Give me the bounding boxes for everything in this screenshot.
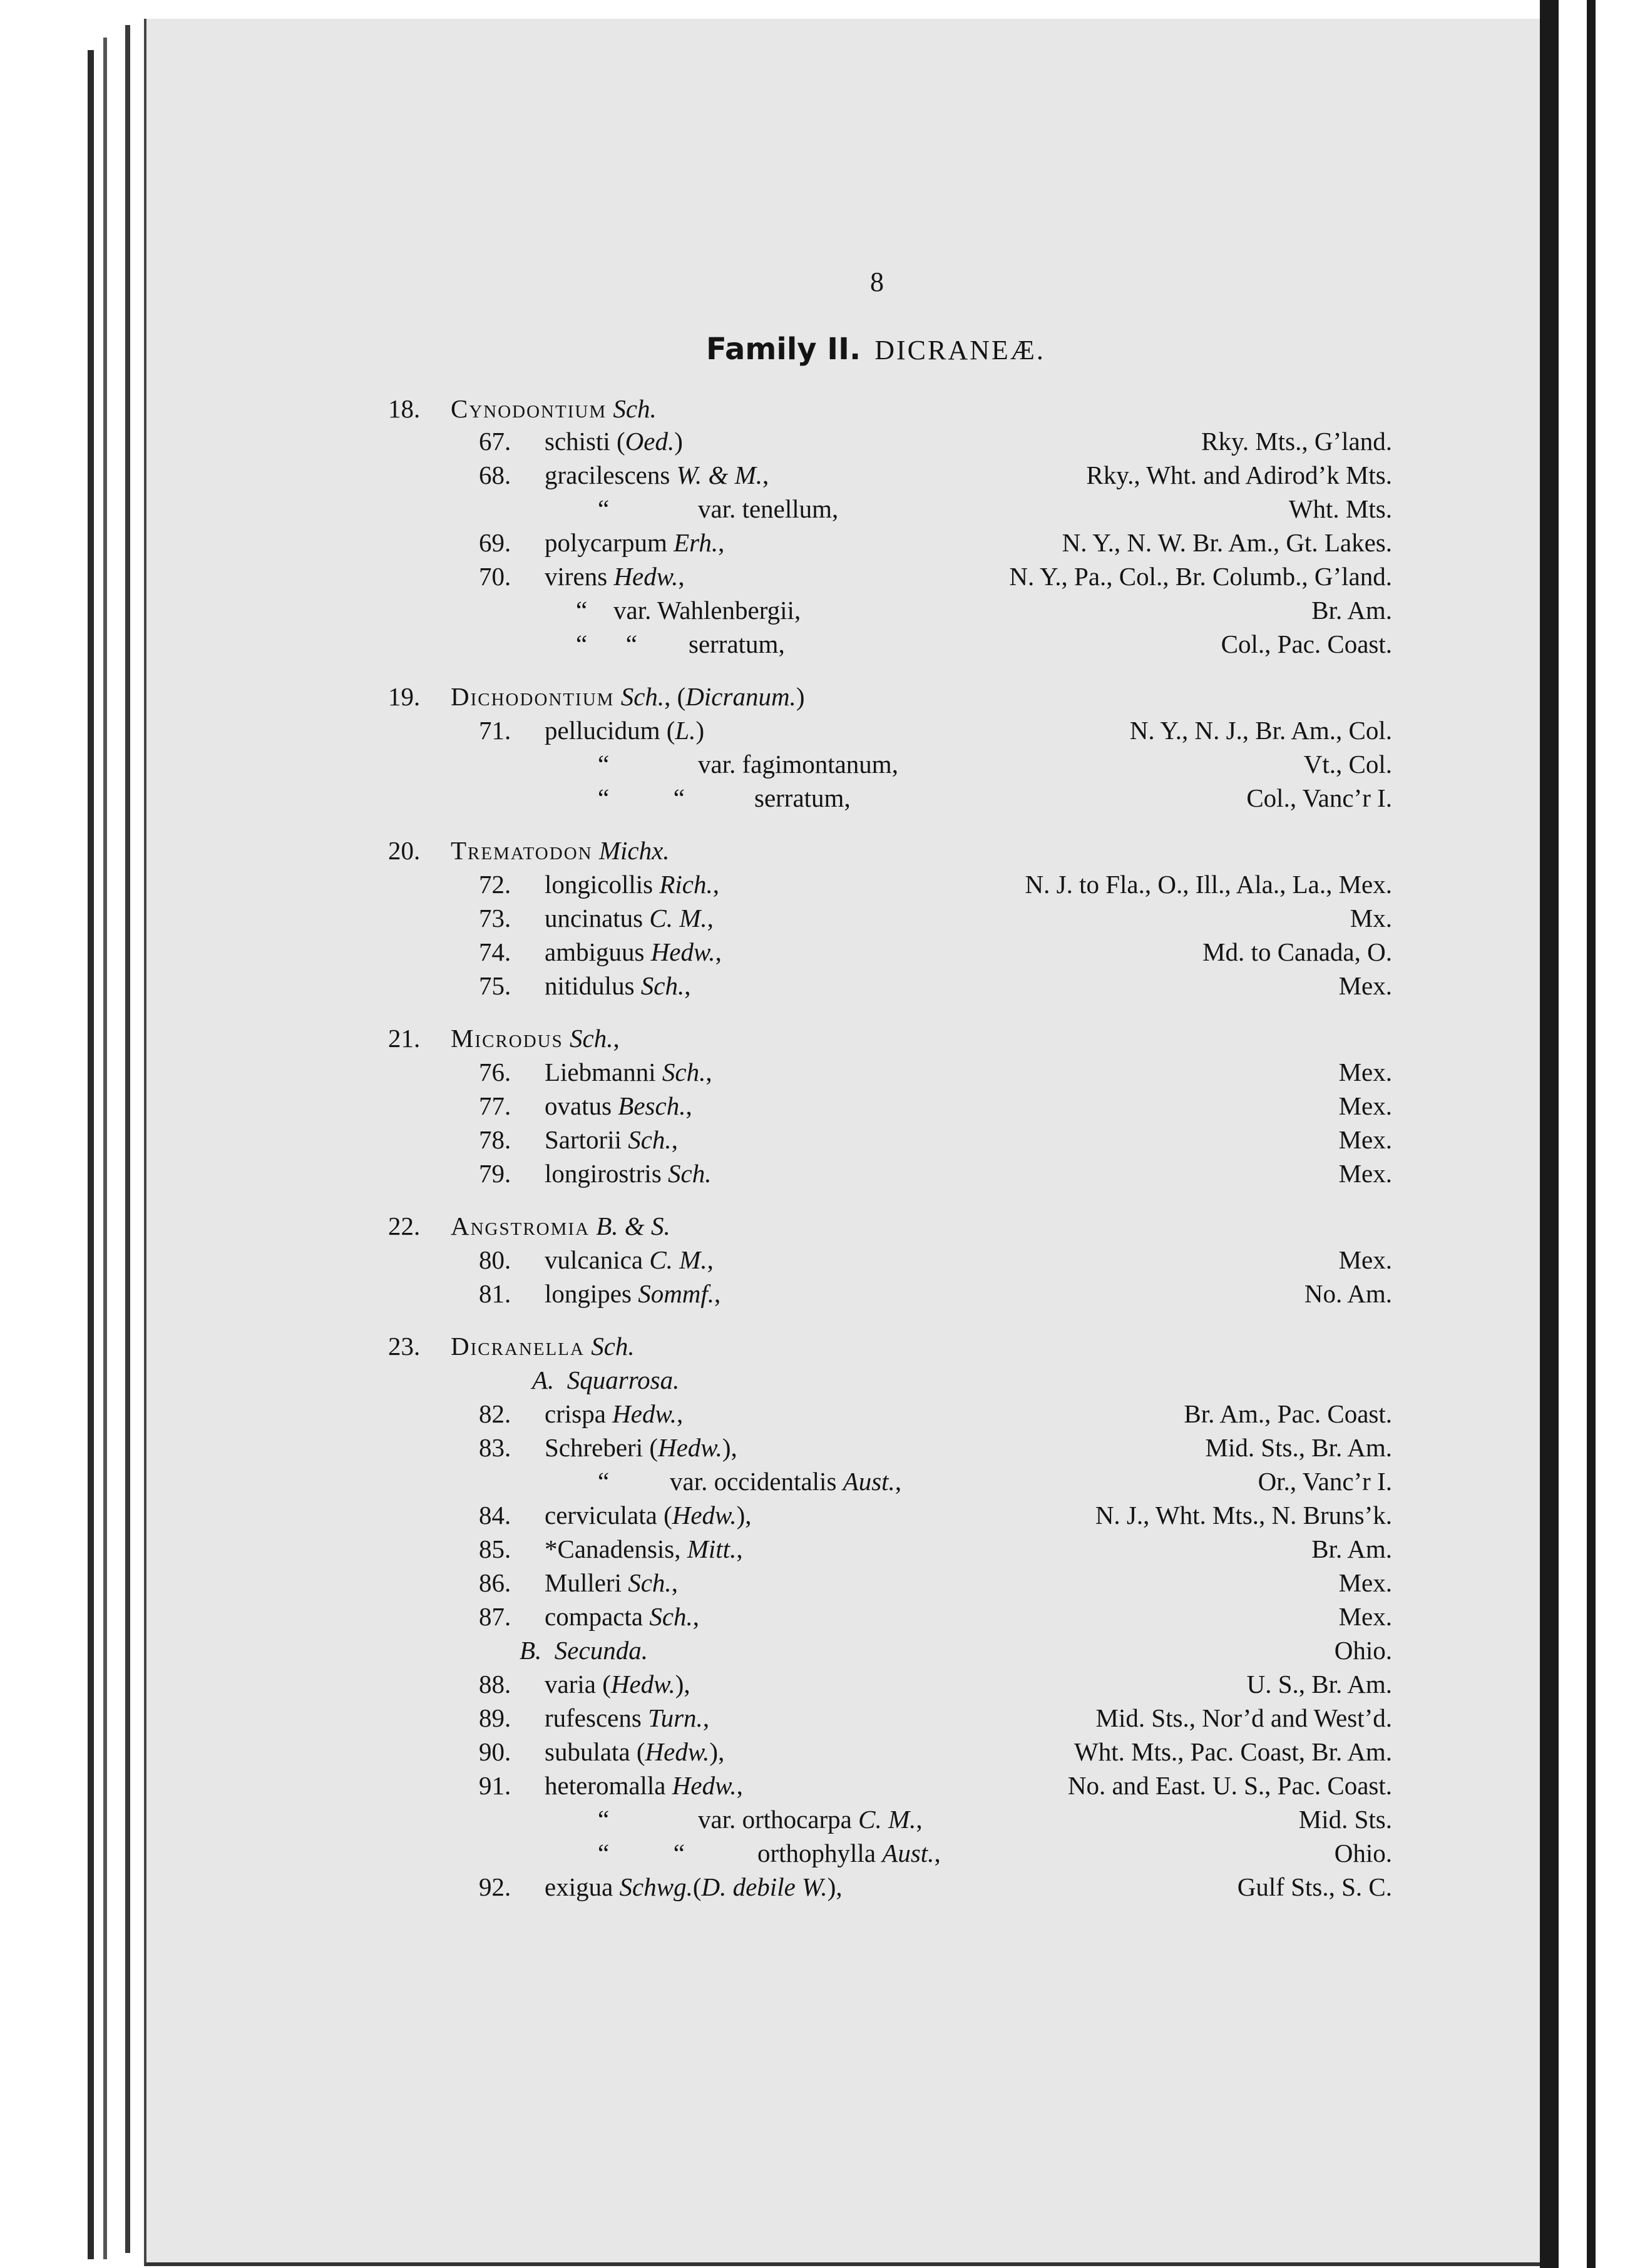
species-number: 88. [479,1670,511,1698]
taxon-authority: Hedw. [658,1433,722,1462]
taxon-authority: Hedw. [650,937,715,966]
variety-row [0,593,1392,628]
taxon-text: heteromalla [545,1771,672,1800]
locality: Ohio. [1334,1636,1392,1665]
species-number: 77. [479,1091,511,1120]
taxon-text: cerviculata ( [545,1501,672,1530]
variety-row [0,780,1392,815]
species-row [0,1734,1392,1769]
genus-punct: , [613,1024,620,1053]
locality: Md. to Canada, O. [1202,937,1392,966]
species-row [0,424,1392,459]
genus-name [451,391,657,426]
taxon-authority: Sch. [668,1159,712,1188]
genus-authority: Sch. [563,1024,613,1053]
genus-authority: Sch. [614,682,665,711]
taxon-punct: ( [692,1872,702,1901]
species-row [0,1088,1392,1123]
species-name [545,1396,683,1431]
taxon-text: varia ( [545,1670,611,1698]
variety-row [0,747,1392,782]
taxon-text: longipes [545,1279,638,1308]
species-name [545,1565,678,1600]
species-row [0,1430,1392,1465]
locality: U. S., Br. Am. [1246,1670,1392,1698]
taxon-text: compacta [545,1602,650,1631]
taxon-authority: Hedw. [612,1399,677,1428]
locality: N. Y., Pa., Col., Br. Columb., G’land. [1009,562,1392,591]
variety-name [698,1802,923,1837]
genus-row [0,391,1392,426]
species-number: 69. [479,528,511,557]
species-name [545,1122,678,1157]
species-name [545,525,724,560]
variety-name [698,491,838,526]
taxon-authority: Sommf. [638,1279,715,1308]
taxon-punct: , [677,1399,684,1428]
locality: Mex. [1338,1091,1392,1120]
species-row [0,1396,1392,1431]
species-name [545,713,704,748]
taxon-authority: Aust. [882,1839,935,1867]
taxon-punct: , [684,971,691,1000]
locality: Mex. [1338,1245,1392,1274]
genus-number: 19. [388,682,421,711]
ditto-mark: “ “ [576,630,637,658]
species-number: 90. [479,1737,511,1766]
taxon-authority: Besch. [618,1091,686,1120]
taxon-authority: Sch. [628,1125,672,1154]
taxon-text: crispa [545,1399,613,1428]
taxon-text: ovatus [545,1091,618,1120]
taxon-authority: Mitt. [687,1535,737,1563]
locality: Br. Am. [1311,596,1392,625]
genus-number: 22. [388,1212,421,1240]
taxon-authority: Oed. [625,427,675,456]
ditto-mark: “ [576,596,588,625]
taxon-authority: C. M. [649,904,707,932]
genus-title: Dichodontium [451,682,615,711]
taxon-punct: , [934,1839,941,1867]
genus-number: 20. [388,836,421,865]
species-row [0,1667,1392,1702]
species-row [0,1700,1392,1735]
taxon-authority: Rich. [659,870,713,899]
taxon-text: uncinatus [545,904,650,932]
species-number: 71. [479,716,511,745]
taxon-text: serratum, [689,630,785,658]
taxon-text: *Canadensis, [545,1535,687,1563]
genus-synonym: Dicranum. [685,682,796,711]
taxon-authority: Hedw. [645,1737,710,1766]
section-row [0,1633,1392,1668]
species-row [0,1156,1392,1191]
species-row [0,1531,1392,1566]
species-number: 86. [479,1568,511,1597]
genus-name [451,679,804,714]
taxon-authority: Turn. [648,1704,703,1732]
species-name [545,934,722,969]
taxon-punct: , [762,461,769,489]
taxon-punct: , [894,1467,902,1496]
taxon-authority: Hedw. [613,562,679,591]
taxon-punct: ), [675,1670,690,1698]
locality: Gulf Sts., S. C. [1237,1872,1392,1901]
genus-punct: ) [796,682,805,711]
variety-row [0,1464,1392,1499]
species-number: 79. [479,1159,511,1188]
genus-name [451,833,670,868]
ditto-mark: “ [598,1467,610,1496]
genus-title: Cynodontium [451,394,607,423]
species-number: 91. [479,1771,511,1800]
taxon-authority: Sch. [649,1602,693,1631]
species-number: 67. [479,427,511,456]
species-number: 85. [479,1535,511,1563]
taxon-text: longicollis [545,870,660,899]
locality: N. Y., N. W. Br. Am., Gt. Lakes. [1062,528,1392,557]
species-number: 74. [479,937,511,966]
taxon-text: pellucidum ( [545,716,675,745]
locality: Rky., Wht. and Adirod’k Mts. [1086,461,1392,489]
ditto-mark: “ “ [598,1839,685,1867]
genus-row [0,1329,1392,1364]
species-row [0,457,1392,493]
locality: Wht. Mts. [1288,494,1392,523]
locality: Mex. [1338,1125,1392,1154]
taxon-text: longirostris [545,1159,669,1188]
species-name [545,901,714,936]
taxon-punct: , [707,1245,714,1274]
variety-row [0,1836,1392,1871]
locality: Mid. Sts., Nor’d and West’d. [1095,1704,1392,1732]
taxon-text: var. fagimontanum, [698,750,898,779]
variety-row [0,1802,1392,1837]
species-number: 92. [479,1872,511,1901]
variety-row [0,626,1392,662]
locality: Or., Vanc’r I. [1258,1467,1392,1496]
genus-title: Dicranella [451,1332,585,1361]
species-number: 72. [479,870,511,899]
taxon-authority: Schwg. [619,1872,693,1901]
locality: Wht. Mts., Pac. Coast, Br. Am. [1074,1737,1392,1766]
locality: Br. Am., Pac. Coast. [1184,1399,1392,1428]
taxon-authority: C. M. [649,1245,707,1274]
taxon-punct: , [715,937,722,966]
species-name [545,1599,699,1634]
species-number: 73. [479,904,511,932]
locality: Col., Pac. Coast. [1221,630,1392,658]
species-name [545,1088,692,1123]
species-number: 87. [479,1602,511,1631]
taxon-authority: Aust. [843,1467,895,1496]
locality: No. and East. U. S., Pac. Coast. [1067,1771,1392,1800]
species-name [545,867,719,902]
species-row [0,1565,1392,1600]
species-name [545,1156,712,1191]
species-row [0,713,1392,748]
variety-name [757,1836,941,1871]
genus-name [451,1021,620,1056]
species-number: 84. [479,1501,511,1530]
species-number: 83. [479,1433,511,1462]
species-row [0,1122,1392,1157]
species-row [0,525,1392,560]
taxon-authority: Sch. [662,1058,706,1086]
taxon-authority: L. [675,716,696,745]
taxon-punct: ), [827,1872,843,1901]
locality: Mex. [1338,1568,1392,1597]
species-number: 68. [479,461,511,489]
genus-row [0,679,1392,714]
species-number: 75. [479,971,511,1000]
species-name [545,1055,712,1090]
ditto-mark: “ [598,494,610,523]
page-number: 8 [870,267,884,297]
species-number: 82. [479,1399,511,1428]
species-row [0,1055,1392,1090]
taxon-text: Mulleri [545,1568,628,1597]
locality: Mex. [1338,971,1392,1000]
genus-authority: Sch. [607,394,657,423]
locality: Rky. Mts., G’land. [1201,427,1392,456]
species-row [0,1768,1392,1803]
taxon-text: gracilescens [545,461,677,489]
locality: Mx. [1350,904,1392,932]
taxon-text: subulata ( [545,1737,645,1766]
genus-name [451,1329,635,1364]
taxon-punct: ) [695,716,705,745]
taxon-text: var. tenellum, [698,494,839,523]
taxon-authority: C. M. [858,1805,916,1834]
species-row [0,1242,1392,1277]
species-number: 81. [479,1279,511,1308]
variety-row [0,491,1392,526]
locality: No. Am. [1304,1279,1392,1308]
locality: N. J. to Fla., O., Ill., Ala., La., Mex. [1025,870,1392,899]
taxon-text: var. Wahlenbergii, [613,596,801,625]
taxon-text: orthophylla [757,1839,883,1867]
genus-authority: Sch. [584,1332,635,1361]
genus-number: 21. [388,1024,421,1053]
species-number: 78. [479,1125,511,1154]
taxon-punct: , [671,1125,678,1154]
species-name [545,1276,720,1311]
species-name [545,1869,843,1904]
variety-name [698,747,898,782]
species-name [545,1498,752,1533]
species-name [545,559,685,594]
taxon-authority: Erh. [674,528,719,557]
taxon-punct: , [671,1568,678,1597]
family-name: DICRANEÆ. [874,335,1045,365]
taxon-punct: , [736,1771,743,1800]
ditto-mark: “ [598,1805,610,1834]
taxon-punct: , [712,870,719,899]
taxon-punct: , [685,1091,692,1120]
locality: Vt., Col. [1303,750,1392,779]
taxon-punct: , [714,1279,721,1308]
taxon-punct: , [692,1602,700,1631]
taxon-punct: , [702,1704,710,1732]
locality: Mid. Sts., Br. Am. [1205,1433,1392,1462]
species-name [545,1734,724,1769]
species-name [545,1531,743,1566]
locality: Br. Am. [1311,1535,1392,1563]
taxon-text: exigua [545,1872,620,1901]
taxon-punct: ), [709,1737,725,1766]
ditto-mark: “ “ [598,784,685,812]
genus-name [451,1208,670,1244]
taxon-punct: ), [736,1501,752,1530]
section-label: A. Squarrosa. [532,1366,680,1394]
species-name [545,1768,743,1803]
locality: Mid. Sts. [1298,1805,1392,1834]
genus-number: 18. [388,394,421,423]
taxon-text: rufescens [545,1704,648,1732]
taxon-text: Schreberi ( [545,1433,658,1462]
taxon-text: var. orthocarpa [698,1805,859,1834]
genus-punct: , ( [664,682,686,711]
variety-name [670,1464,901,1499]
taxon-text: vulcanica [545,1245,650,1274]
species-name [545,1242,714,1277]
taxon-authority: Hedw. [672,1501,737,1530]
taxon-text: polycarpum [545,528,674,557]
taxon-text: Liebmanni [545,1058,662,1086]
taxon-text: virens [545,562,614,591]
genus-row [0,1208,1392,1244]
species-row [0,968,1392,1003]
taxon-punct: , [705,1058,712,1086]
taxon-authority: Hedw. [610,1670,675,1698]
taxon-punct: , [718,528,725,557]
taxon-authority: Hedw. [672,1771,737,1800]
species-name [545,968,690,1003]
taxon-text: Sartorii [545,1125,628,1154]
section-row [0,1362,1392,1397]
taxon-text: var. occidentalis [670,1467,843,1496]
species-row [0,1498,1392,1533]
locality: Ohio. [1334,1839,1392,1867]
genus-authority: B. & S. [590,1212,670,1240]
genus-number: 23. [388,1332,421,1361]
species-row [0,867,1392,902]
genus-authority: Michx. [592,836,670,865]
taxon-text: ambiguus [545,937,651,966]
taxon-authority: Sch. [628,1568,672,1597]
taxon-punct: , [736,1535,743,1563]
species-row [0,934,1392,969]
species-number: 89. [479,1704,511,1732]
taxon-punct: , [916,1805,923,1834]
genus-title: Trematodon [451,836,593,865]
species-number: 80. [479,1245,511,1274]
taxon-text: serratum, [754,784,851,812]
genus-title: Microdus [451,1024,563,1053]
locality: Mex. [1338,1159,1392,1188]
locality: N. J., Wht. Mts., N. Bruns’k. [1095,1501,1392,1530]
section-label: B. Secunda. [520,1636,648,1665]
taxon-authority: Sch. [640,971,685,1000]
species-row [0,901,1392,936]
locality: Col., Vanc’r I. [1246,784,1392,812]
species-row [0,1276,1392,1311]
species-number: 76. [479,1058,511,1086]
taxon-text: nitidulus [545,971,641,1000]
taxon-authority: W. & M. [676,461,763,489]
family-heading [0,332,1640,367]
taxon-synonym: D. debile W. [701,1872,828,1901]
species-name [545,424,683,459]
species-number: 70. [479,562,511,591]
genus-row [0,833,1392,868]
species-row [0,559,1392,594]
taxon-text: schisti ( [545,427,625,456]
species-row [0,1599,1392,1634]
taxon-punct: , [707,904,714,932]
taxon-punct: ), [722,1433,737,1462]
family-label: Family II. [706,332,861,367]
species-name [545,457,769,493]
species-row [0,1869,1392,1904]
taxon-punct: ) [674,427,683,456]
locality: Mex. [1338,1602,1392,1631]
taxon-punct: , [678,562,685,591]
ditto-mark: “ [598,750,610,779]
variety-name [689,626,785,662]
locality: Mex. [1338,1058,1392,1086]
variety-name [754,780,851,815]
genus-title: Angstromia [451,1212,590,1240]
species-name [545,1700,709,1735]
species-name [545,1430,737,1465]
species-name [545,1667,690,1702]
locality: N. Y., N. J., Br. Am., Col. [1129,716,1392,745]
variety-name [613,593,801,628]
genus-row [0,1021,1392,1056]
